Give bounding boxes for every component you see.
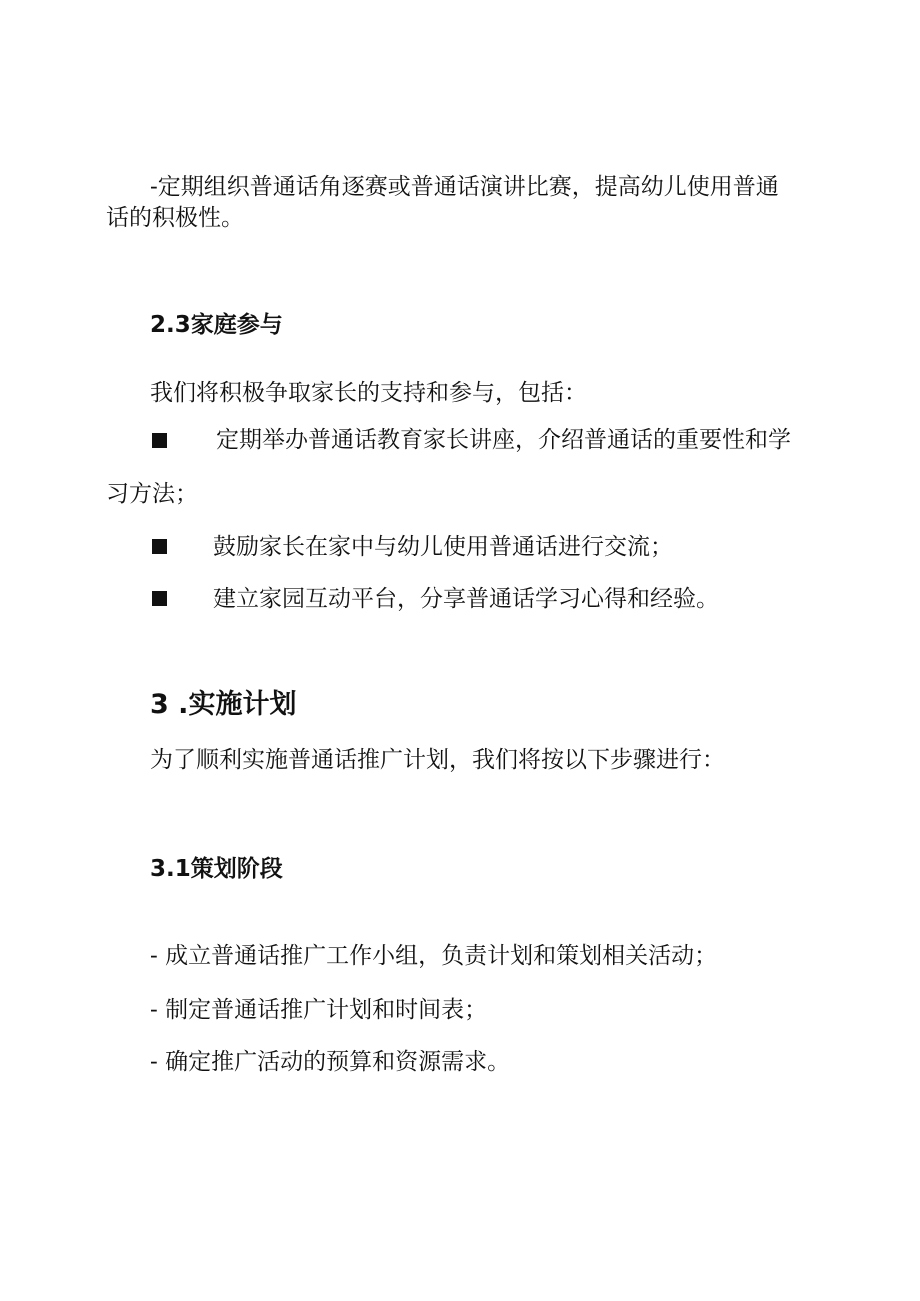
section-3-heading: 3 .实施计划 [150, 689, 297, 720]
section-3-1-heading: 3.1策划阶段 [150, 856, 283, 882]
list-item: - 制定普通话推广计划和时间表； [150, 997, 488, 1023]
square-bullet-icon [152, 591, 167, 606]
square-bullet-icon [152, 539, 167, 554]
section-2-3-lead: 我们将积极争取家长的支持和参与，包括： [150, 380, 587, 406]
list-item: - 成立普通话推广工作小组，负责计划和策划相关活动； [150, 943, 718, 969]
list-item: - 确定推广活动的预算和资源需求。 [150, 1049, 511, 1075]
square-bullet-icon [152, 433, 167, 448]
bullet-3-text: 建立家园互动平台，分享普通话学习心得和经验。 [213, 586, 719, 612]
section-2-3-heading: 2.3家庭参与 [150, 312, 283, 338]
bullet-2-text: 鼓励家长在家中与幼儿使用普通话进行交流； [213, 534, 673, 560]
bullet-1-line-2: 习方法； [106, 481, 198, 507]
intro-line-2: 话的积极性。 [106, 205, 244, 231]
section-3-lead: 为了顺利实施普通话推广计划，我们将按以下步骤进行： [150, 747, 725, 773]
bullet-1-line-1: 定期举办普通话教育家长讲座，介绍普通话的重要性和学 [216, 427, 791, 453]
intro-line-1: -定期组织普通话角逐赛或普通话演讲比赛，提高幼儿使用普通 [150, 174, 779, 200]
